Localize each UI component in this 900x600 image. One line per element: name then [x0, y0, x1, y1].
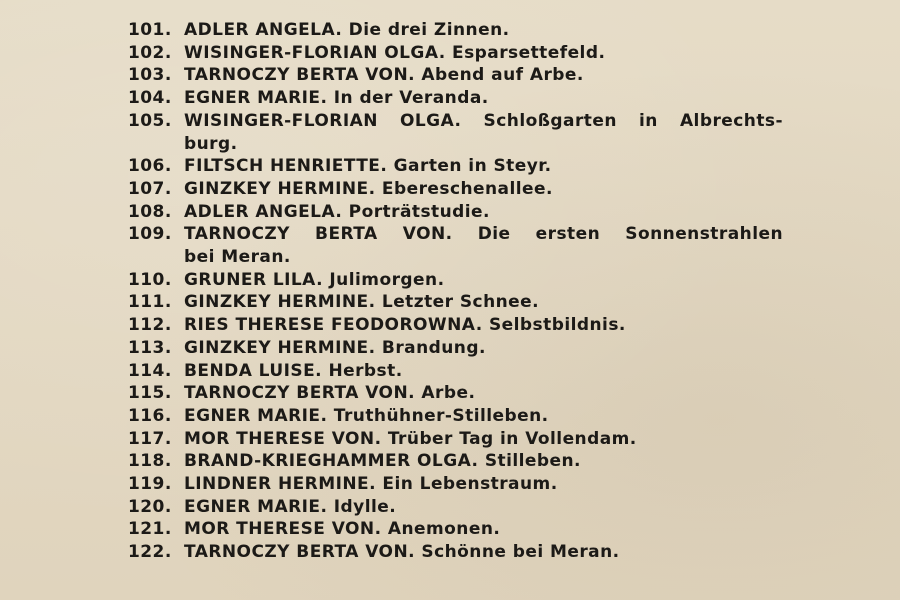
entry-title-continuation: burg.: [184, 133, 238, 154]
entry-first-line: [184, 429, 637, 449]
entry-first-line: [184, 474, 558, 494]
entry-text: [184, 42, 783, 65]
entry-title: Garten in Steyr.: [393, 156, 552, 177]
catalog-entry: [128, 155, 783, 178]
entry-number: 113.: [128, 337, 172, 358]
entry-first-line: [184, 43, 605, 63]
entry-title: Die ersten Sonnenstrahlen: [477, 224, 783, 245]
catalog-entry: [128, 428, 783, 451]
entry-number: 108.: [128, 201, 172, 222]
catalog-entry: [128, 223, 783, 268]
entry-title: In der Veranda.: [333, 88, 489, 109]
catalog-entry: [128, 518, 783, 541]
catalog-entry: [128, 291, 783, 314]
entry-number: 103.: [128, 65, 172, 86]
entry-first-line: [184, 542, 620, 562]
catalog-entry: [128, 405, 783, 428]
entry-first-line: [184, 20, 510, 40]
entry-first-line: [184, 65, 584, 85]
entry-text: [184, 178, 783, 201]
entry-number: 106.: [128, 156, 172, 177]
catalog-entry: [128, 87, 783, 110]
catalog-entry: [128, 19, 783, 42]
entry-title: Herbst.: [328, 360, 403, 381]
entry-number: 114.: [128, 360, 172, 381]
entry-title: Arbe.: [421, 383, 476, 404]
entry-text: [184, 428, 783, 451]
entry-number: 112.: [128, 315, 172, 336]
entry-number: 109.: [128, 224, 172, 245]
entry-number: 119.: [128, 474, 172, 495]
catalog-entry: [128, 473, 783, 496]
entry-title-continuation: bei Meran.: [184, 247, 291, 268]
entry-title: Brandung.: [381, 337, 486, 358]
entry-artist: WISINGER-FLORIAN OLGA.: [184, 42, 446, 63]
entry-artist: TARNOCZY BERTA VON.: [184, 383, 416, 404]
catalog-entry: [128, 42, 783, 65]
catalog-entry: [128, 314, 783, 337]
entry-text: [184, 473, 783, 496]
entry-number: 120.: [128, 496, 172, 517]
entry-artist: GRUNER LILA.: [184, 269, 324, 290]
entry-text: [184, 518, 783, 541]
catalog-entry: [128, 541, 783, 564]
entry-text: [184, 405, 783, 428]
entry-first-line: [184, 451, 581, 471]
entry-text: [184, 496, 783, 519]
entry-title: Abend auf Arbe.: [421, 65, 584, 86]
entry-artist: MOR THERESE VON.: [184, 428, 382, 449]
entry-number: 118.: [128, 451, 172, 472]
entry-first-line: [184, 406, 549, 426]
entry-text: [184, 223, 783, 268]
entry-artist: EGNER MARIE.: [184, 88, 328, 109]
entry-artist: EGNER MARIE.: [184, 405, 328, 426]
entry-text: [184, 64, 783, 87]
entry-title: Stilleben.: [484, 451, 581, 472]
entry-artist: MOR THERESE VON.: [184, 519, 382, 540]
entry-number: 101.: [128, 20, 172, 40]
entry-title: Julimorgen.: [329, 269, 445, 290]
catalog-list: [128, 19, 783, 564]
entry-number: 111.: [128, 292, 172, 313]
entry-artist: ADLER ANGELA.: [184, 201, 343, 222]
entry-text: [184, 87, 783, 110]
entry-title: Trüber Tag in Vollendam.: [387, 428, 637, 449]
entry-number: 104.: [128, 88, 172, 109]
entry-text: [184, 110, 783, 155]
entry-number: 107.: [128, 178, 172, 199]
catalog-entry: [128, 64, 783, 87]
entry-first-line: [184, 202, 490, 222]
catalog-entry: [128, 360, 783, 383]
entry-title: Esparsettefeld.: [452, 42, 606, 63]
entry-artist: LINDNER HERMINE.: [184, 474, 377, 495]
entry-first-line: [184, 156, 552, 176]
entry-text: [184, 201, 783, 224]
entry-title: Idylle.: [333, 496, 397, 517]
entry-number: 110.: [128, 269, 172, 290]
entry-number: 105.: [128, 110, 172, 131]
entry-text: [184, 450, 783, 473]
entry-title: Ein Lebenstraum.: [382, 474, 558, 495]
catalog-entry: [128, 450, 783, 473]
entry-artist: TARNOCZY BERTA VON.: [184, 542, 416, 563]
entry-number: 122.: [128, 542, 172, 563]
catalog-entry: [128, 382, 783, 405]
entry-text: [184, 382, 783, 405]
entry-first-line: [184, 315, 626, 335]
entry-artist: GINZKEY HERMINE.: [184, 292, 376, 313]
entry-title: Truthühner-Stilleben.: [333, 405, 549, 426]
catalog-entry: [128, 269, 783, 292]
entry-text: [184, 19, 783, 42]
entry-artist: FILTSCH HENRIETTE.: [184, 156, 388, 177]
entry-first-line: [184, 110, 783, 133]
entry-first-line: [184, 338, 486, 358]
entry-first-line: [184, 88, 489, 108]
entry-title: Schönne bei Meran.: [421, 542, 620, 563]
entry-artist: TARNOCZY BERTA VON.: [184, 224, 453, 245]
catalog-entry: [128, 337, 783, 360]
entry-artist: GINZKEY HERMINE.: [184, 178, 376, 199]
entry-first-line: [184, 383, 475, 403]
entry-first-line: [184, 519, 500, 539]
entry-text: [184, 269, 783, 292]
entry-number: 115.: [128, 383, 172, 404]
entry-first-line: [184, 270, 444, 290]
entry-artist: ADLER ANGELA.: [184, 20, 343, 40]
entry-number: 116.: [128, 405, 172, 426]
entry-artist: RIES THERESE FEODOROWNA.: [184, 315, 483, 336]
entry-title: Schloßgarten in Albrechts-: [483, 110, 783, 131]
entry-text: [184, 155, 783, 178]
entry-title: Letzter Schnee.: [381, 292, 540, 313]
entry-title: Ebereschenallee.: [381, 178, 553, 199]
entry-text: [184, 314, 783, 337]
entry-artist: WISINGER-FLORIAN OLGA.: [184, 110, 462, 131]
entry-number: 121.: [128, 519, 172, 540]
catalog-entry: [128, 178, 783, 201]
entry-first-line: [184, 497, 396, 517]
entry-text: [184, 360, 783, 383]
entry-first-line: [184, 361, 403, 381]
entry-first-line: [184, 179, 553, 199]
entry-text: [184, 291, 783, 314]
entry-artist: EGNER MARIE.: [184, 496, 328, 517]
catalog-entry: [128, 201, 783, 224]
entry-artist: BRAND-KRIEGHAMMER OLGA.: [184, 451, 479, 472]
entry-number: 102.: [128, 42, 172, 63]
entry-text: [184, 541, 783, 564]
entry-first-line: [184, 223, 783, 246]
catalog-entry: [128, 110, 783, 155]
entry-artist: GINZKEY HERMINE.: [184, 337, 376, 358]
catalog-entry: [128, 496, 783, 519]
entry-title: Anemonen.: [387, 519, 501, 540]
entry-artist: BENDA LUISE.: [184, 360, 323, 381]
entry-number: 117.: [128, 428, 172, 449]
entry-title: Die drei Zinnen.: [348, 20, 510, 40]
entry-title: Selbstbildnis.: [488, 315, 626, 336]
entry-first-line: [184, 292, 539, 312]
entry-artist: TARNOCZY BERTA VON.: [184, 65, 416, 86]
entry-text: [184, 337, 783, 360]
entry-title: Porträtstudie.: [348, 201, 490, 222]
